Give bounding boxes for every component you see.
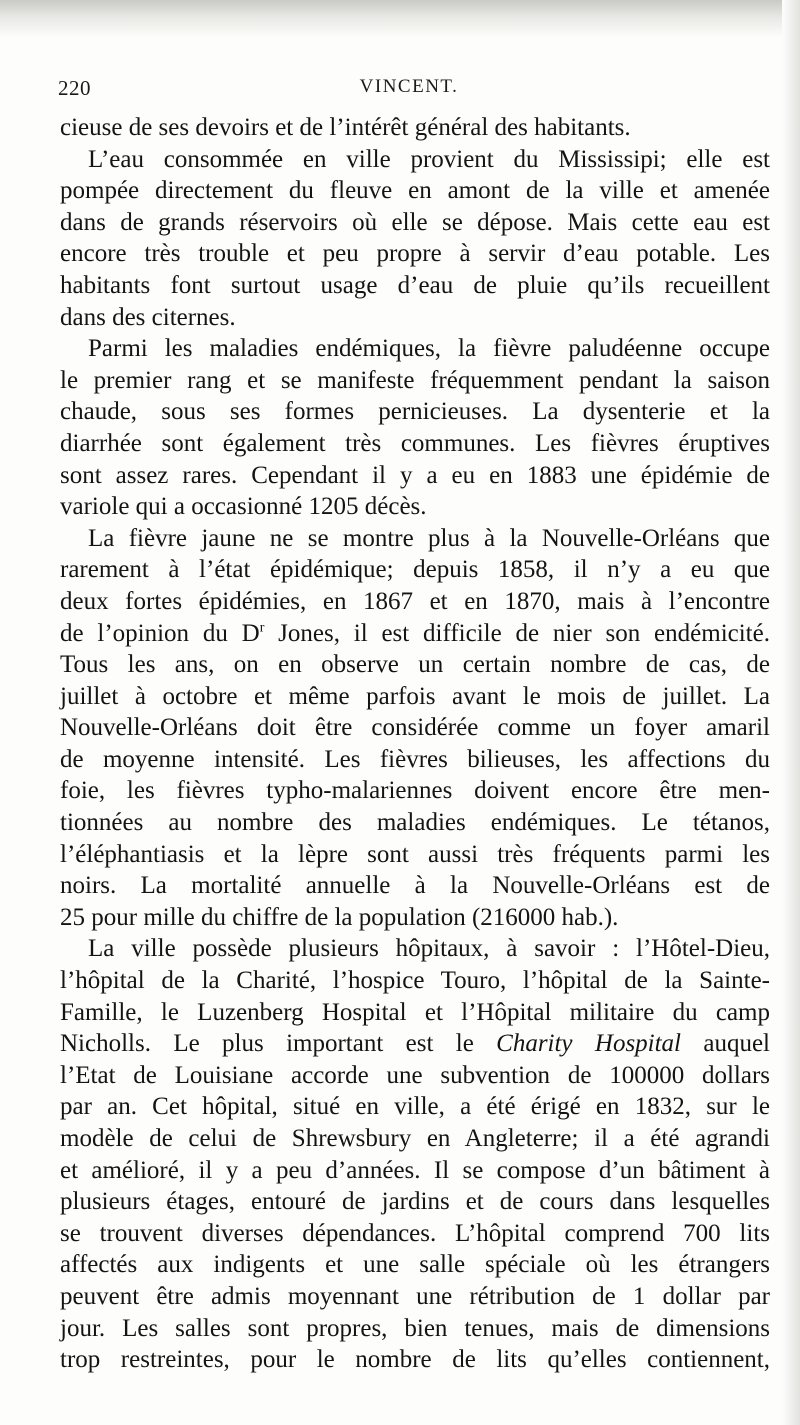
text-line: diarrhée sont également très communes. Les fièvres éruptives: [60, 429, 770, 457]
superscript: r: [259, 620, 265, 636]
text-fragment: auquel: [681, 1030, 771, 1058]
text-line: plusieurs étages, entouré de jardins et de cours dans lesquelles: [60, 1188, 770, 1216]
paragraph-endemic-diseases: [60, 333, 770, 523]
text-fragment: Jones, il est difficile de nier son endémicité.: [264, 619, 770, 647]
paragraph-hospitals: [60, 933, 770, 1375]
text-line: dans de grands réservoirs où elle se dépose. Mais cette eau est: [60, 208, 770, 236]
text-line: encore très trouble et peu propre à servir d’eau potable. Les: [60, 240, 770, 268]
text-line: sont assez rares. Cependant il y a eu en 1883 une épidémie de: [60, 461, 770, 489]
text-line: cieuse de ses devoirs et de l’intérêt général des habitants.: [60, 114, 631, 141]
scan-shadow-top: [0, 0, 800, 38]
text-line: Tous les ans, on en observe un certain nombre de cas, de: [60, 651, 770, 679]
text-line: dans des citernes.: [60, 303, 236, 331]
text-line: peuvent être admis moyennant une rétribution de 1 dollar par: [60, 1282, 770, 1310]
paragraph-continuation: [60, 112, 770, 144]
running-header: [58, 76, 760, 106]
text-line: chaude, sous ses formes pernicieuses. La dysenterie et la: [60, 398, 770, 426]
text-line: et amélioré, il y a peu d’années. Il se compose d’un bâtiment à: [60, 1156, 770, 1184]
text-line-with-superscript: [60, 618, 770, 650]
text-line: l’éléphantiasis et la lèpre sont aussi très fréquents parmi les: [60, 840, 770, 868]
text-line: modèle de celui de Shrewsbury en Angleterre; il a été agrandi: [60, 1125, 770, 1152]
body-text: [60, 112, 770, 1376]
text-line: tionnées au nombre des maladies endémiques. Le tétanos,: [60, 809, 770, 837]
text-line: foie, les fièvres typho-malariennes doivent encore être men-: [60, 777, 770, 805]
text-line: deux fortes épidémies, en 1867 et en 1870, mais à l’encontre: [60, 587, 770, 615]
italic-hospital-name: Charity Hospital: [496, 1030, 682, 1058]
scan-shadow-right: [782, 0, 800, 1425]
text-line: variole qui a occasionné 1205 décès.: [60, 493, 427, 521]
text-line: Nouvelle-Orléans doit être considérée comme un foyer amaril: [60, 714, 770, 742]
text-line: par an. Cet hôpital, situé en ville, a été érigé en 1832, sur le: [60, 1093, 770, 1121]
text-line-with-italic: [60, 1028, 770, 1060]
text-line: affectés aux indigents et une salle spéciale où les étrangers: [60, 1251, 770, 1279]
text-line: rarement à l’état épidémique; depuis 1858, il n’y a eu que: [60, 556, 770, 584]
text-line: Famille, le Luzenberg Hospital et l’Hôpital militaire du camp: [60, 998, 770, 1026]
text-line: L’eau consommée en ville provient du Mississipi; elle est: [88, 145, 770, 173]
text-fragment: Nicholls. Le plus important est le: [60, 1030, 497, 1058]
text-line: l’hôpital de la Charité, l’hospice Touro, l’hôpital de la Sainte-: [60, 967, 770, 995]
text-line: La fièvre jaune ne se montre plus à la Nouvelle-Orléans que: [88, 524, 770, 552]
page-number: 220: [58, 76, 91, 100]
text-line: habitants font surtout usage d’eau de pluie qu’ils recueillent: [60, 271, 770, 299]
text-line: noirs. La mortalité annuelle à la Nouvelle-Orléans est de: [60, 872, 770, 900]
text-line: le premier rang et se manifeste fréquemment pendant la saison: [60, 366, 770, 394]
paragraph-water-supply: [60, 144, 770, 334]
text-line: Parmi les maladies endémiques, la fièvre paludéenne occupe: [88, 335, 770, 363]
text-line: pompée directement du fleuve en amont de la ville et amenée: [60, 177, 770, 205]
text-line: l’Etat de Louisiane accorde une subvention de 100000 dollars: [60, 1061, 770, 1089]
text-line: jour. Les salles sont propres, bien tenues, mais de dimensions: [60, 1314, 770, 1342]
text-line: trop restreintes, pour le nombre de lits qu’elles contiennent,: [60, 1346, 770, 1374]
text-line: La ville possède plusieurs hôpitaux, à savoir : l’Hôtel-Dieu,: [88, 935, 770, 963]
text-line: juillet à octobre et même parfois avant le mois de juillet. La: [60, 682, 770, 710]
text-line: de moyenne intensité. Les fièvres bilieuses, les affections du: [60, 745, 770, 773]
text-fragment: de l’opinion du D: [60, 619, 260, 647]
text-line: 25 pour mille du chiffre de la population (216000 hab.).: [60, 903, 619, 931]
paragraph-yellow-fever: [60, 523, 770, 934]
text-line: se trouvent diverses dépendances. L’hôpital comprend 700 lits: [60, 1219, 770, 1247]
running-title: VINCENT.: [359, 76, 459, 97]
